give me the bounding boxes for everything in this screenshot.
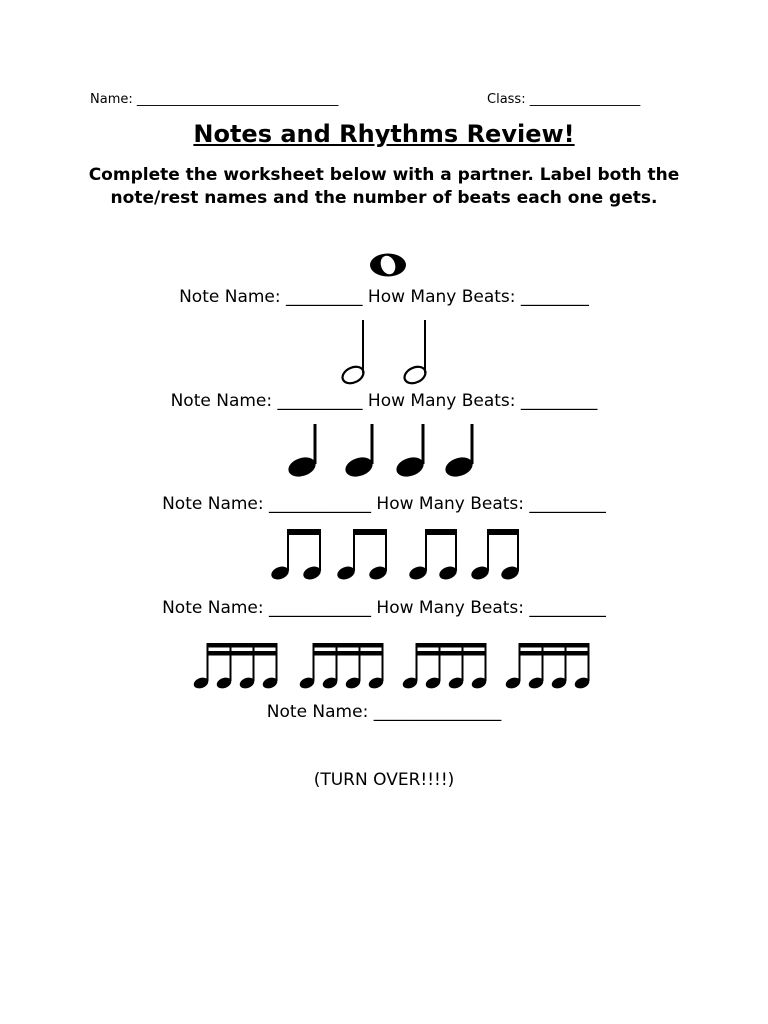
turn-over-note: (TURN OVER!!!!) [313, 770, 455, 790]
row-1-prompt: Note Name: _________ How Many Beats: ________ [179, 287, 589, 307]
eighth-note-pair-icon [270, 528, 522, 580]
class-field: Class: _________________ [487, 92, 641, 107]
sixteenth-note-group-icon [193, 642, 593, 690]
row-2-prompt: Note Name: __________ How Many Beats: _________ [170, 391, 598, 411]
quarter-note-icon [286, 424, 482, 478]
row-4-prompt: Note Name: ____________ How Many Beats: _________ [162, 598, 606, 618]
half-note-icon [338, 318, 433, 388]
page-title: Notes and Rhythms Review! [193, 120, 575, 148]
instructions: Complete the worksheet below with a partner. Label both the note/rest names and the number of beats each one gets. [88, 165, 680, 208]
row-5-prompt: Note Name: _______________ [266, 702, 502, 722]
name-field: Name: _______________________________ [90, 92, 339, 107]
whole-note-icon [368, 252, 408, 278]
row-3-prompt: Note Name: ____________ How Many Beats: _________ [162, 494, 606, 514]
